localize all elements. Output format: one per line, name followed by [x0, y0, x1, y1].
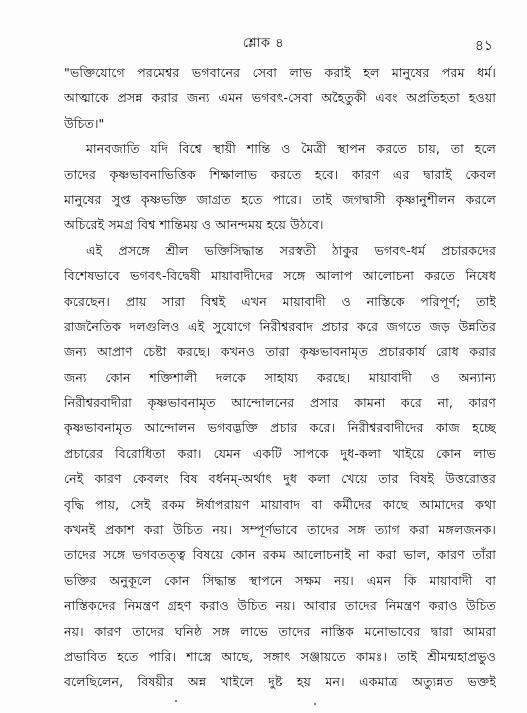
- text-line: নয়। কারণ তাদের ঘনিষ্ঠ সঙ্গ লাভে তাদের নাস্তিক মনোভাবের দ্বারা আমরা: [64, 623, 496, 639]
- text-line: রাজনৈতিক দলগুলিও এই সুযোগে নিরীশ্বরবাদ প্রচার করে জগতে জড় উন্নতির: [64, 318, 496, 334]
- text-line: মানুষের সুপ্ত কৃষ্ণভক্তি জাগ্রত হতে পারে। তাই জগদ্বাসী কৃষ্ণানুশীলন করলে: [64, 191, 496, 207]
- text-line: ভক্তির অনুকূলে কোন সিদ্ধান্ত স্থাপনে সক্ষম নয়। এমন কি মায়াবাদী বা: [64, 572, 496, 588]
- scan-speck: [175, 700, 177, 702]
- text-line: বিশেষভাবে ভগবৎ-বিদ্বেষী মায়াবাদীদের সঙ্গে আলাপ আলোচনা করতে নিষেধ: [64, 268, 496, 284]
- text-line: জন্য আপ্রাণ চেষ্টা করছে। কখনও তারা কৃষ্ণভাবনামৃত প্রচারকার্য রোধ করার: [64, 344, 496, 360]
- text-line: করেছেন। প্রায় সারা বিশ্বই এখন মায়াবাদী ও নাস্তিকে পরিপূর্ণ; তাই: [64, 293, 496, 309]
- text-line: নাস্তিকদের নিমন্ত্রণ গ্রহণ করাও উচিত নয়। আবার তাদের নিমন্ত্রণ করাও উচিত: [64, 598, 496, 614]
- text-line: তাদের সঙ্গে ভগবতত্ত্ব বিষয়ে কোন রকম আলোচনাই না করা ভাল, কারণ তাঁরা: [64, 547, 496, 563]
- text-line: "ভক্তিযোগে পরমেশ্বর ভগবানের সেবা লাভ করাই হল মানুষের পরম ধর্ম।: [64, 65, 496, 80]
- text-line: কখনই প্রকাশ করা উচিত নয়। সম্পূর্ণভাবে তাদের সঙ্গ ত্যাগ করা মঙ্গলজনক।: [64, 522, 496, 538]
- text-line: প্রচারের বিরোধিতা করা। যেমন একটি সাপকে দুধ-কলা খাইয়ে কোন লাভ: [64, 445, 496, 461]
- body-text: [64, 60, 496, 695]
- text-line: নিরীশ্বরবাদীরা কৃষ্ণভাবনামৃত আন্দোলনের প্রসার কামনা করে না, কারণ: [64, 395, 496, 411]
- text-line: মানবজাতি যদি বিশ্বে স্থায়ী শান্তি ও মৈত্রী স্থাপন করতে চায়, তা হলে: [86, 141, 496, 157]
- text-line: তাদের কৃষ্ণভাবনাভিত্তিক শিক্ষালাভ করতে হবে। কারণ এর দ্বারাই কেবল: [64, 166, 496, 182]
- text-line: আত্মাকে প্রসন্ন করার জন্য এমন ভগবৎ-সেবা অহৈতুকী এবং অপ্রতিহতা হওয়া: [64, 90, 496, 106]
- page-header: [0, 34, 527, 56]
- text-line: উচিত।": [64, 115, 105, 131]
- text-line: কৃষ্ণভাবনামৃত আন্দোলন ভগবদ্ভক্তি প্রচার করে। নিরীশ্বরবাদীদের কাজ হচ্ছে: [64, 420, 496, 436]
- text-line: বলেছিলেন, বিষয়ীর অন্ন খাইলে দুষ্ট হয় মন। একমাত্র অত্যুন্নত ভক্তই: [64, 674, 496, 690]
- text-line: প্রভাবিত হতে পারি। শাস্ত্রে আছে, সঙ্গাৎ সঞ্জায়তে কামঃ। তাই শ্রীমন্মহাপ্রভুও: [64, 648, 496, 664]
- text-line: বৃদ্ধি পায়, সেই রকম ঈর্ষাপরায়ণ মায়াবাদ বা কর্মীদের কাছে আমাদের কথা: [64, 496, 496, 512]
- scan-speck: [314, 703, 316, 705]
- text-line: এই প্রসঙ্গে শ্রীল ভক্তিসিদ্ধান্ত সরস্বতী ঠাকুর ভগবৎ-ধর্ম প্রচারকদের: [86, 242, 496, 258]
- page-number: ৪১: [474, 38, 493, 54]
- text-line: অচিরেই সমগ্র বিশ্ব শান্তিময় ও আনন্দময় হয়ে উঠবে।: [64, 217, 324, 233]
- text-line: জন্য কোন শক্তিশালী দলকে সাহায্য করছে। মায়াবাদী ও অন্যান্য: [64, 369, 496, 385]
- running-head: শ্লোক ৪: [242, 36, 285, 51]
- text-line: নেই কারণ কেবলং বিষ বর্ধনম্-অর্থাৎ দুধ কলা খেয়ে তার বিষই উত্তরোত্তর: [64, 471, 496, 487]
